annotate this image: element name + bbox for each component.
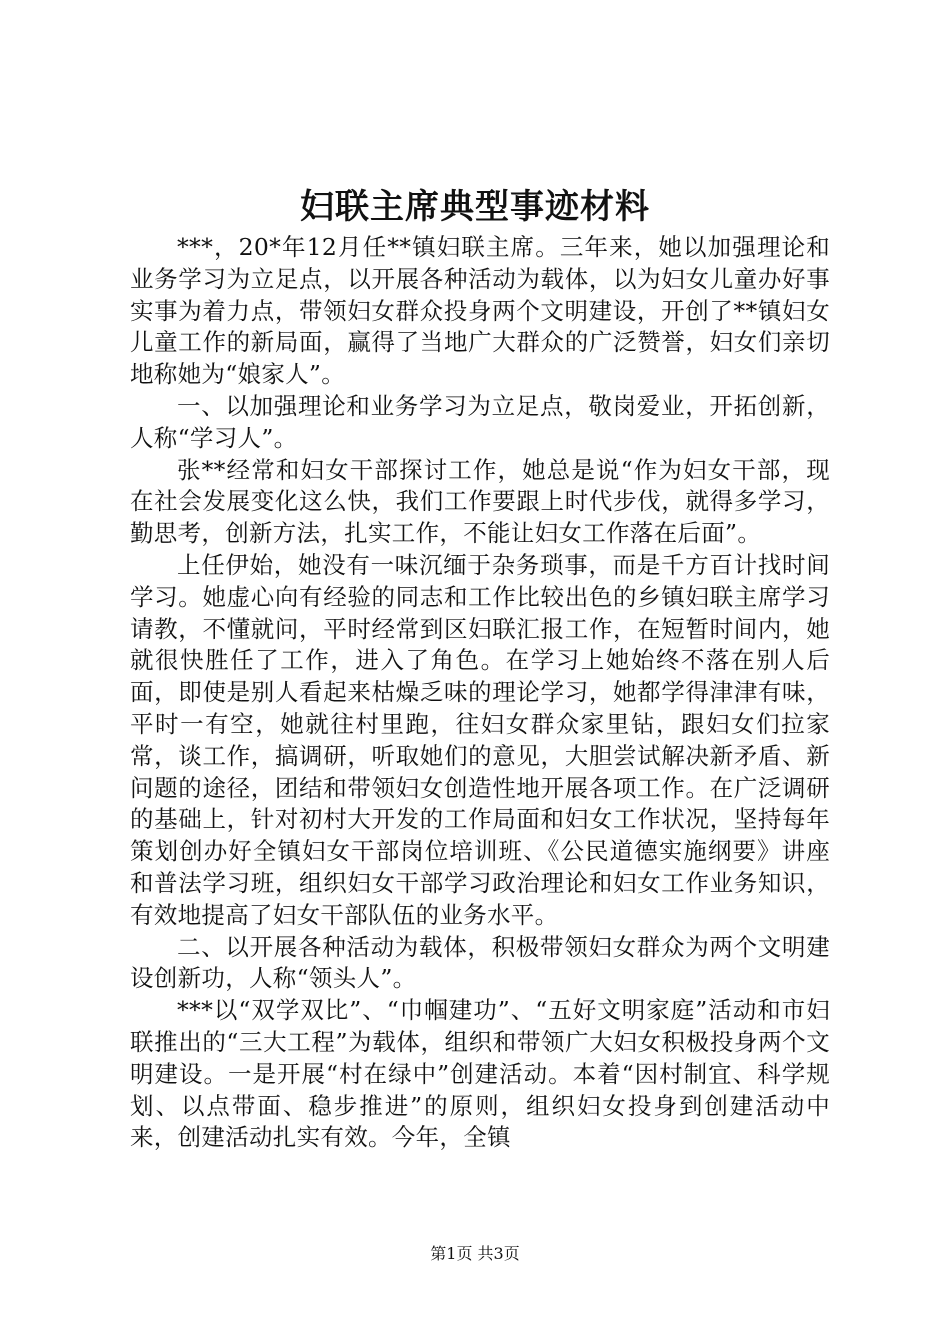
section-heading-2: 二、以开展各种活动为载体，积极带领妇女群众为两个文明建设创新功，人称“领头人”。: [130, 932, 830, 993]
section-heading-1: 一、以加强理论和业务学习为立足点，敬岗爱业，开拓创新，人称“学习人”。: [130, 391, 830, 452]
document-title: 妇联主席典型事迹材料: [300, 187, 650, 227]
document-body: [130, 232, 830, 1154]
paragraph-intro: ***，20*年12月任**镇妇联主席。三年来，她以加强理论和业务学习为立足点，以开展各种活动为载体，以为妇女儿童办好事实事为着力点，带领妇女群众投身两个文明建设，开创了**镇妇女儿童工作的新局面，赢得了当地广大群众的广泛赞誉，妇女们亲切地称她为“娘家人”。: [130, 233, 830, 389]
paragraph-activities: ***以“双学双比”、“巾帼建功”、“五好文明家庭”活动和市妇联推出的“三大工程”为载体，组织和带领广大妇女积极投身两个文明建设。一是开展“村在绿中”创建活动。本着“因村制宜、科学规划、以点带面、稳步推进”的原则，组织妇女投身到创建活动中来，创建活动扎实有效。今年，全镇: [130, 996, 830, 1152]
paragraph-study: 上任伊始，她没有一味沉缅于杂务琐事，而是千方百计找时间学习。她虚心向有经验的同志和工作比较出色的乡镇妇联主席学习请教，不懂就问，平时经常到区妇联汇报工作，在短暂时间内，她就很快胜任了工作，进入了角色。在学习上她始终不落在别人后面，即使是别人看起来枯燥乏味的理论学习，她都学得津津有味，平时一有空，她就往村里跑，往妇女群众家里钻，跟妇女们拉家常，谈工作，搞调研，听取她们的意见，大胆尝试解决新矛盾、新问题的途径，团结和带领妇女创造性地开展各项工作。在广泛调研的基础上，针对初村大开发的工作局面和妇女工作状况，坚持每年策划创办好全镇妇女干部岗位培训班、《公民道德实施纲要》讲座和普法学习班，组织妇女干部学习政治理论和妇女工作业务知识，有效地提高了妇女干部队伍的业务水平。: [130, 550, 830, 929]
page-footer: 第1页 共3页: [430, 1244, 520, 1263]
paragraph-quote: 张**经常和妇女干部探讨工作，她总是说“作为妇女干部，现在社会发展变化这么快，我们工作要跟上时代步伐，就得多学习，勤思考，创新方法，扎实工作，不能让妇女工作落在后面”。: [130, 455, 830, 548]
